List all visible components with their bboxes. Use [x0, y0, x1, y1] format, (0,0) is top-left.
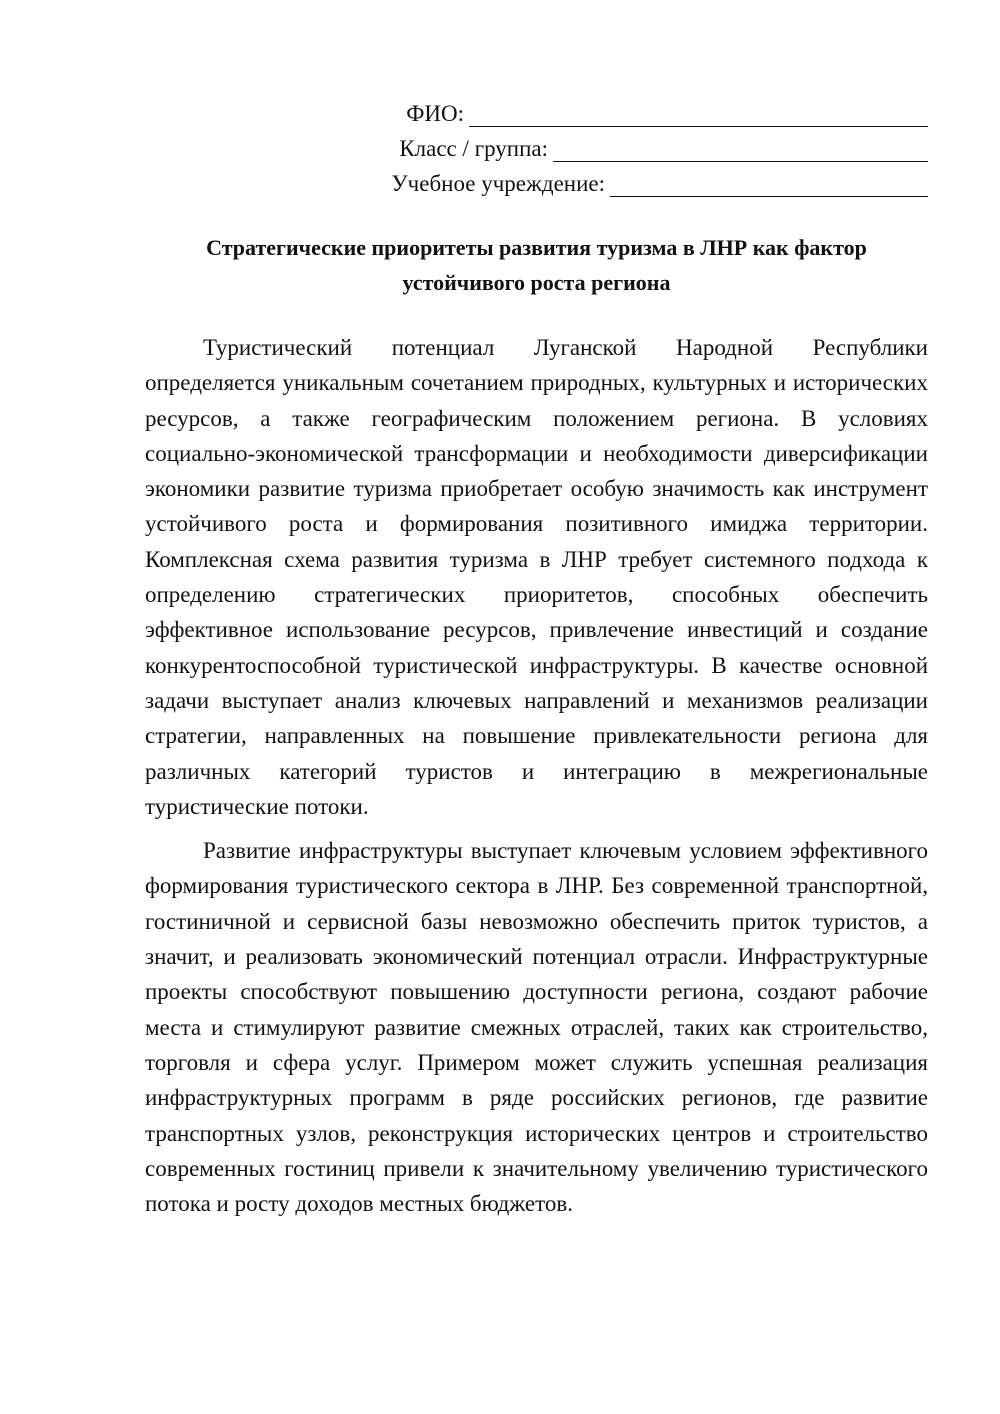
student-info-header [300, 92, 928, 197]
school-blank-line [610, 172, 928, 197]
school-label: Учебное учреждение: [391, 171, 605, 196]
class-blank-line [553, 137, 928, 162]
fio-blank-line [469, 102, 928, 127]
paragraph-2: Развитие инфраструктуры выступает ключевым условием эффективного формирования туристического сектора в ЛНР. Без современной транспортной, гостиничной и сервисной базы невозможно обеспечить приток туристов, а значит, и реализовать экономический потенциал отрасли. Инфраструктурные проекты способствуют повышению доступности региона, создают рабочие места и стимулируют развитие смежных отраслей, таких как строительство, торговля и сфера услуг. Примером может служить успешная реализация инфраструктурных программ в ряде российских регионов, где развитие транспортных узлов, реконструкция исторических центров и строительство современных гостиниц привели к значительному увеличению туристического потока и росту доходов местных бюджетов. [145, 838, 928, 1217]
class-label: Класс / группа: [399, 136, 548, 161]
class-row [300, 127, 928, 162]
document-body [145, 330, 928, 1221]
title-line-2: устойчивого роста региона [402, 270, 671, 295]
school-row [300, 162, 928, 197]
fio-label: ФИО: [406, 101, 464, 126]
fio-row [300, 92, 928, 127]
document-title [145, 230, 928, 300]
title-line-1: Стратегические приоритеты развития туризма в ЛНР как фактор [206, 235, 867, 260]
paragraph-1: Туристический потенциал Луганской Народной Республики определяется уникальным сочетанием природных, культурных и исторических ресурсов, а также географическим положением региона. В условиях социально-экономической трансформации и необходимости диверсификации экономики развитие туризма приобретает особую значимость как инструмент устойчивого роста и формирования позитивного имиджа территории. Комплексная схема развития туризма в ЛНР требует системного подхода к определению стратегических приоритетов, способных обеспечить эффективное использование ресурсов, привлечение инвестиций и создание конкурентоспособной туристической инфраструктуры. В качестве основной задачи выступает анализ ключевых направлений и механизмов реализации стратегии, направленных на повышение привлекательности региона для различных категорий туристов и интеграцию в межрегиональные туристические потоки. [145, 335, 928, 819]
